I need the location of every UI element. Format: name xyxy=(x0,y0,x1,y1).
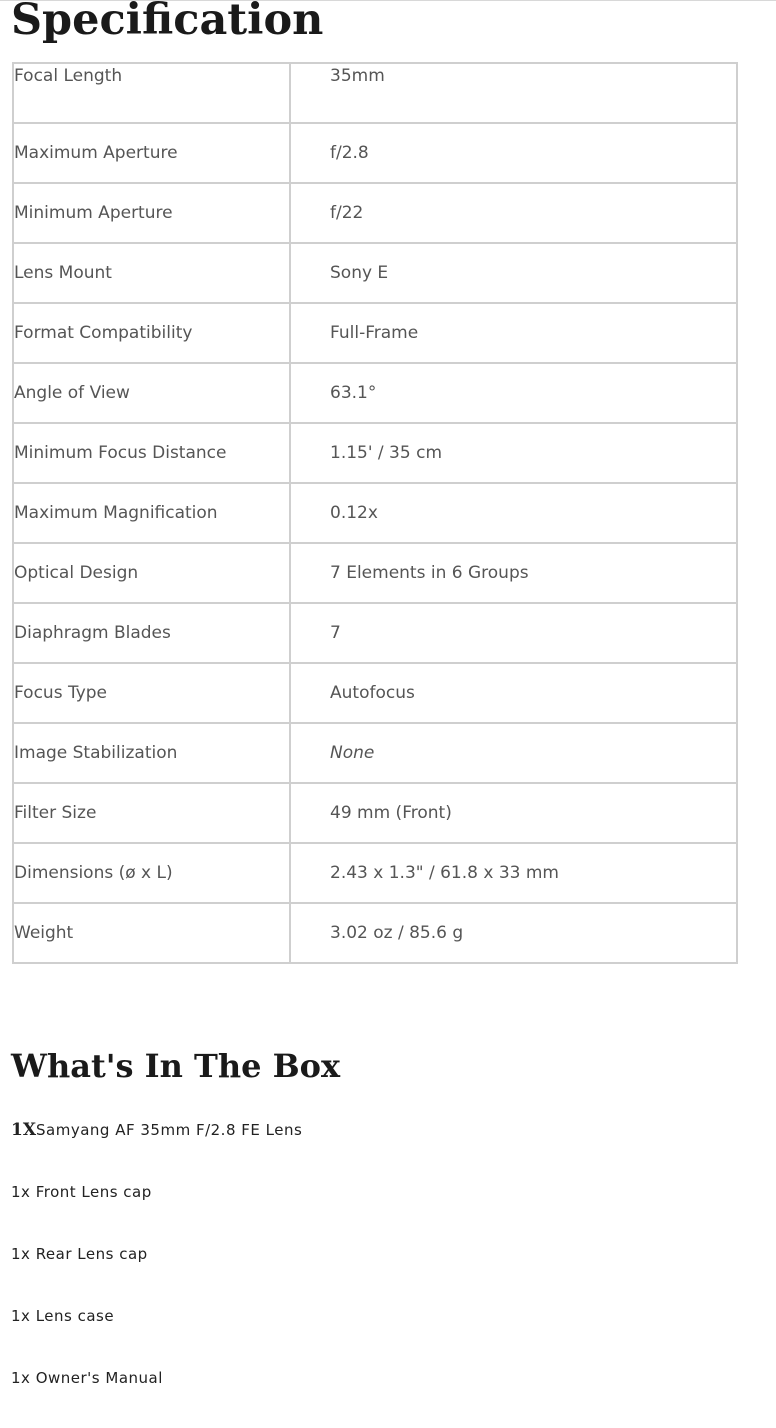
box-item-text: 1x Rear Lens cap xyxy=(11,1245,148,1263)
spec-label: Dimensions (ø x L) xyxy=(13,843,290,903)
spec-label: Lens Mount xyxy=(13,243,290,303)
box-item-text: 1x Front Lens cap xyxy=(11,1183,152,1201)
spec-row xyxy=(13,543,737,603)
spec-row xyxy=(13,183,737,243)
spec-row xyxy=(13,903,737,963)
spec-row xyxy=(13,843,737,903)
specification-table xyxy=(12,62,738,964)
spec-row xyxy=(13,243,737,303)
spec-label: Format Compatibility xyxy=(13,303,290,363)
spec-row xyxy=(13,723,737,783)
spec-label: Image Stabilization xyxy=(13,723,290,783)
spec-label: Maximum Aperture xyxy=(13,123,290,183)
spec-row xyxy=(13,363,737,423)
specification-table-body xyxy=(13,63,737,963)
spec-label: Maximum Magnification xyxy=(13,483,290,543)
box-item xyxy=(11,1366,302,1428)
spec-value: 35mm xyxy=(290,63,737,123)
spec-value: 0.12x xyxy=(290,483,737,543)
box-item xyxy=(11,1118,302,1180)
spec-value: None xyxy=(290,723,737,783)
spec-value: 7 xyxy=(290,603,737,663)
spec-value: Sony E xyxy=(290,243,737,303)
box-item xyxy=(11,1304,302,1366)
spec-value: 49 mm (Front) xyxy=(290,783,737,843)
specification-heading: Specification xyxy=(11,0,324,45)
spec-value: Full-Frame xyxy=(290,303,737,363)
box-item-quantity: 1X xyxy=(11,1120,37,1140)
spec-value: Autofocus xyxy=(290,663,737,723)
box-item xyxy=(11,1242,302,1304)
spec-label: Optical Design xyxy=(13,543,290,603)
spec-value: f/2.8 xyxy=(290,123,737,183)
spec-row xyxy=(13,603,737,663)
spec-row xyxy=(13,63,737,123)
spec-row xyxy=(13,303,737,363)
spec-label: Focus Type xyxy=(13,663,290,723)
spec-label: Weight xyxy=(13,903,290,963)
spec-value: 63.1° xyxy=(290,363,737,423)
spec-row xyxy=(13,423,737,483)
spec-value: 7 Elements in 6 Groups xyxy=(290,543,737,603)
box-item-text: Samyang AF 35mm F/2.8 FE Lens xyxy=(36,1121,303,1139)
box-item-text: 1x Lens case xyxy=(11,1307,115,1325)
whats-in-the-box-heading: What's In The Box xyxy=(11,1047,341,1085)
spec-value: f/22 xyxy=(290,183,737,243)
spec-label: Focal Length xyxy=(13,63,290,123)
spec-label: Diaphragm Blades xyxy=(13,603,290,663)
spec-label: Filter Size xyxy=(13,783,290,843)
spec-row xyxy=(13,663,737,723)
spec-label: Angle of View xyxy=(13,363,290,423)
box-contents-list xyxy=(11,1118,302,1428)
spec-label: Minimum Aperture xyxy=(13,183,290,243)
spec-row xyxy=(13,123,737,183)
box-item-text: 1x Owner's Manual xyxy=(11,1369,163,1387)
box-item xyxy=(11,1180,302,1242)
spec-value: 3.02 oz / 85.6 g xyxy=(290,903,737,963)
spec-row xyxy=(13,783,737,843)
spec-value: 2.43 x 1.3" / 61.8 x 33 mm xyxy=(290,843,737,903)
spec-row xyxy=(13,483,737,543)
spec-label: Minimum Focus Distance xyxy=(13,423,290,483)
spec-value: 1.15' / 35 cm xyxy=(290,423,737,483)
